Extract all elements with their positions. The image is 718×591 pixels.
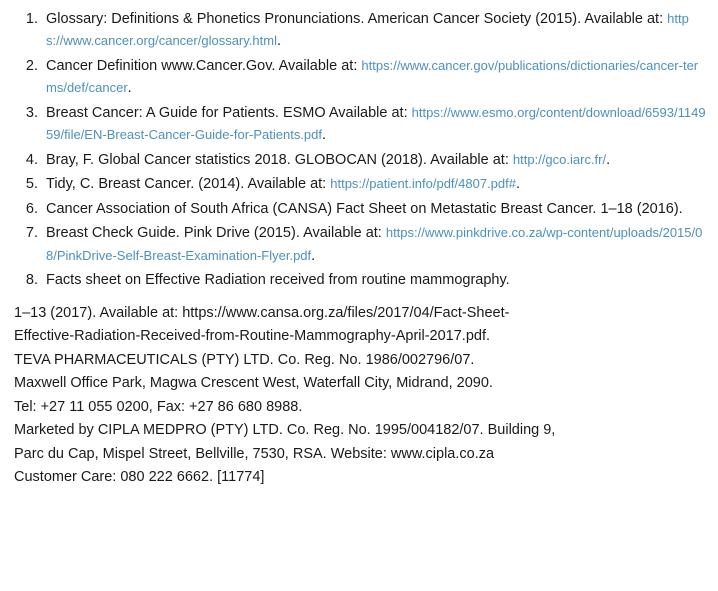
reference-text-tail: . (276, 33, 281, 50)
list-item (42, 269, 706, 291)
footer-line: Maxwell Office Park, Magwa Crescent West, Waterfall City, Midrand, 2090. (14, 375, 493, 392)
reference-text: Breast Check Guide. Pink Drive (2015). Available at: (46, 225, 386, 242)
reference-text-tail: . (127, 80, 132, 97)
footer-line: Customer Care: 080 222 6662. [11774] (14, 469, 265, 486)
reference-text-tail: . (606, 151, 611, 168)
reference-link[interactable]: https://www.cancer.org/cancer/glossary.html (46, 11, 689, 49)
reference-text: Cancer Definition www.Cancer.Gov. Available at: (46, 57, 362, 74)
reference-text: Cancer Association of South Africa (CANSA) Fact Sheet on Metastatic Breast Cancer. 1–18 (2016). (46, 200, 683, 217)
list-item (42, 198, 706, 220)
reference-link[interactable]: http://gco.iarc.fr/ (512, 151, 607, 167)
footer-block (12, 302, 706, 490)
reference-text-tail: . (311, 247, 316, 264)
footer-line: Tel: +27 11 055 0200, Fax: +27 86 680 8988. (14, 398, 303, 415)
footer-line: Marketed by CIPLA MEDPRO (PTY) LTD. Co. Reg. No. 1995/004182/07. Building 9, (14, 422, 556, 439)
reference-link[interactable]: https://patient.info/pdf/4807.pdf# (330, 176, 516, 192)
reference-text: Breast Cancer: A Guide for Patients. ESMO Available at: (46, 104, 412, 121)
list-item (42, 149, 706, 171)
footer-line: TEVA PHARMACEUTICALS (PTY) LTD. Co. Reg. No. 1986/002796/07. (14, 351, 475, 368)
reference-list (12, 8, 706, 292)
footer-line: Parc du Cap, Mispel Street, Bellville, 7530, RSA. Website: www.cipla.co.za (14, 445, 495, 462)
list-item (42, 222, 706, 267)
reference-text-tail: . (322, 127, 327, 144)
reference-text: Bray, F. Global Cancer statistics 2018. GLOBOCAN (2018). Available at: (46, 151, 513, 168)
reference-link[interactable]: https://www.pinkdrive.co.za/wp-content/uploads/2015/08/PinkDrive-Self-Breast-Examination-Flyer.pdf (46, 225, 703, 263)
reference-link[interactable]: https://www.esmo.org/content/download/6593/114959/file/EN-Breast-Cancer-Guide-for-Patients.pdf (46, 104, 706, 143)
list-item (42, 8, 706, 53)
list-item (42, 102, 706, 147)
footer-line: Effective-Radiation-Received-from-Routine-Mammography-April-2017.pdf. (14, 328, 491, 345)
reference-text: Tidy, C. Breast Cancer. (2014). Available at: (46, 176, 331, 193)
footer-line: 1–13 (2017). Available at: https://www.cansa.org.za/files/2017/04/Fact-Sheet- (14, 304, 510, 321)
list-item (42, 173, 706, 195)
reference-link[interactable]: https://www.cancer.gov/publications/dictionaries/cancer-terms/def/cancer (46, 57, 699, 96)
list-item (42, 55, 706, 100)
reference-text-tail: . (516, 176, 521, 193)
reference-text: Glossary: Definitions & Phonetics Pronunciations. American Cancer Society (2015). Available at: (46, 11, 668, 27)
reference-text: Facts sheet on Effective Radiation received from routine mammography. (46, 272, 510, 289)
